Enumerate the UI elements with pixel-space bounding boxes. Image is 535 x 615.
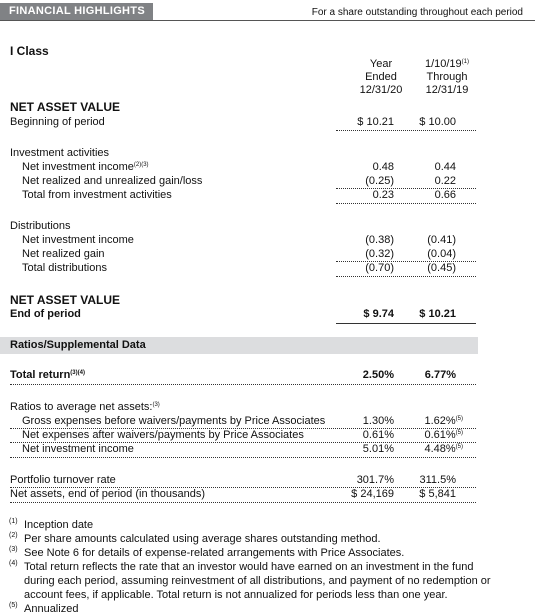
section-band-title: Ratios/Supplemental Data xyxy=(10,339,146,351)
row-label: Net expenses after waivers/payments by Price Associates xyxy=(22,429,304,441)
col2-date: 1/10/19 xyxy=(424,58,462,70)
section-heading xyxy=(10,401,160,413)
footnote-mark: (2) xyxy=(9,532,18,539)
footnote-text: Annualized xyxy=(24,603,79,615)
nav-heading: NET ASSET VALUE xyxy=(10,293,121,307)
value-cell: 6.77% xyxy=(424,369,456,381)
footnote-ref: (2)(3) xyxy=(133,162,149,168)
value-cell: $ 10.21 xyxy=(419,308,456,320)
dotted-rule xyxy=(336,130,476,131)
header-note: For a share outstanding throughout each period xyxy=(311,7,523,18)
col1-line1: Year xyxy=(369,58,393,70)
value-text: 4.48% xyxy=(424,443,456,455)
row-label: Net investment income xyxy=(22,443,134,455)
value-cell: (0.45) xyxy=(427,262,456,274)
row-label-text: Net investment income xyxy=(22,161,134,173)
value-cell: (0.32) xyxy=(365,248,394,260)
dotted-rule xyxy=(336,276,476,277)
nav-heading: NET ASSET VALUE xyxy=(10,100,121,114)
column-heading-inception xyxy=(418,58,476,97)
value-cell: 0.66 xyxy=(434,189,456,201)
col2-line1 xyxy=(418,58,476,71)
value-cell: (0.25) xyxy=(365,175,394,187)
column-heading-year-ended xyxy=(352,58,410,97)
row-label: Total from investment activities xyxy=(22,189,172,201)
footnote-ref: (5) xyxy=(455,430,463,436)
footnote-mark: (5) xyxy=(9,602,18,609)
dotted-rule xyxy=(10,384,476,385)
value-cell: $ 5,841 xyxy=(419,488,456,500)
row-label xyxy=(10,369,85,381)
value-cell: 1.30% xyxy=(362,415,394,427)
footnote-ref: (5) xyxy=(455,444,463,450)
section-tag: FINANCIAL HIGHLIGHTS xyxy=(0,3,153,20)
value-cell: 0.61% xyxy=(362,429,394,441)
footnote-text: Total return reflects the rate that an investor would have earned on an investment in the fund xyxy=(24,561,474,573)
row-label: Portfolio turnover rate xyxy=(10,474,116,486)
value-cell: 0.22 xyxy=(434,175,456,187)
row-label: Beginning of period xyxy=(10,116,105,128)
value-cell: 0.23 xyxy=(372,189,394,201)
solid-rule xyxy=(336,323,476,324)
row-label: Net assets, end of period (in thousands) xyxy=(10,488,206,500)
value-cell: $ 10.00 xyxy=(419,116,456,128)
row-label: End of period xyxy=(10,308,81,320)
value-cell: 0.44 xyxy=(434,161,456,173)
value-cell: (0.41) xyxy=(427,234,456,246)
footnote-text: account fees, if applicable. Total return is not annualized for periods less than one year. xyxy=(24,589,448,601)
value-cell: 301.7% xyxy=(356,474,394,486)
row-label: Net realized gain xyxy=(22,248,105,260)
value-cell xyxy=(424,429,463,441)
value-cell: 2.50% xyxy=(362,369,394,381)
row-label: Net investment income xyxy=(22,234,134,246)
value-cell: $ 10.21 xyxy=(357,116,394,128)
section-heading-text: Ratios to average net assets: xyxy=(10,401,153,413)
value-cell: $ 9.74 xyxy=(363,308,394,320)
footnote-mark: (3) xyxy=(9,546,18,553)
row-label xyxy=(22,161,149,173)
footnote-ref: (3)(4) xyxy=(70,370,85,376)
col1-line2: Ended xyxy=(365,71,397,83)
value-text: 0.61% xyxy=(424,429,456,441)
footnote-text: during each period, assuming reinvestment of all distributions, and payment of no redemption or xyxy=(24,575,491,587)
section-heading: Distributions xyxy=(10,220,71,232)
value-cell: (0.38) xyxy=(365,234,394,246)
col2-footnote-ref: (1) xyxy=(461,59,470,65)
row-label-text: Total return xyxy=(10,369,71,381)
value-cell: (0.70) xyxy=(365,262,394,274)
footnote-ref: (5) xyxy=(455,416,463,422)
row-label: Net realized and unrealized gain/loss xyxy=(22,175,203,187)
value-cell: $ 24,169 xyxy=(351,488,394,500)
footnote-text: See Note 6 for details of expense-related arrangements with Price Associates. xyxy=(24,547,405,559)
footnote-mark: (1) xyxy=(9,518,18,525)
value-cell: 311.5% xyxy=(419,474,456,486)
col2-line2: Through xyxy=(426,71,468,83)
row-label: Total distributions xyxy=(22,262,107,274)
col2-line3: 12/31/19 xyxy=(425,84,469,96)
value-cell xyxy=(424,415,463,427)
footnote-ref: (3) xyxy=(152,402,160,408)
dotted-rule xyxy=(336,203,476,204)
value-text: 1.62% xyxy=(424,415,456,427)
value-cell: (0.04) xyxy=(427,248,456,260)
col1-line3: 12/31/20 xyxy=(359,84,403,96)
row-label: Gross expenses before waivers/payments by Price Associates xyxy=(22,415,326,427)
section-heading: Investment activities xyxy=(10,147,110,159)
footnote-text: Per share amounts calculated using average shares outstanding method. xyxy=(24,533,381,545)
footnote-mark: (4) xyxy=(9,560,18,567)
value-cell xyxy=(424,443,463,455)
dotted-rule xyxy=(10,502,476,503)
header-rule xyxy=(0,20,535,21)
footnote-text: Inception date xyxy=(24,519,94,531)
value-cell: 0.48 xyxy=(372,161,394,173)
value-cell: 5.01% xyxy=(362,443,394,455)
dotted-rule xyxy=(10,457,476,458)
class-title: I Class xyxy=(10,44,49,58)
